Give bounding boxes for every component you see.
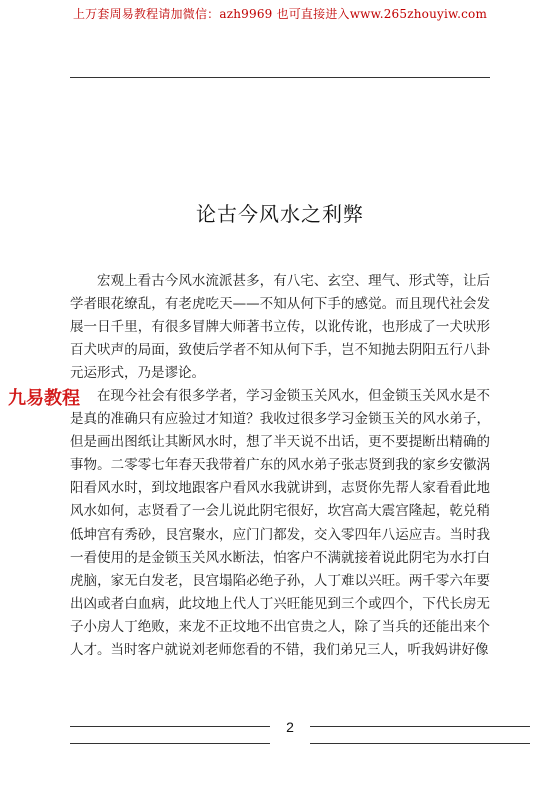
footer-rule-right-bottom — [310, 743, 530, 744]
footer-rule-right-top — [310, 726, 530, 727]
page-number: 2 — [286, 719, 294, 735]
footer-rule-left-top — [70, 726, 270, 727]
body-paragraph-1: 宏观上看古今风水流派甚多，有八宅、玄空、理气、形式等，让后学者眼花缭乱，有老虎吃天——不知从何下手的感觉。而且现代社会发展一日千里，有很多冒牌大师著书立传，以讹传讹，也形成了一犬吠形百犬吠声的局面，致使后学者不知从何下手，岂不知抛去阴阳五行八卦元运形式，乃是谬论。 — [70, 273, 490, 382]
footer-rule-left-bottom — [70, 743, 270, 744]
header-rule — [70, 77, 490, 78]
watermark-label: 九易教程 — [6, 383, 82, 411]
body-paragraph-2: 在现今社会有很多学者，学习金锁玉关风水，但金锁玉关风水是不是真的准确只有应验过才知道？我收过很多学习金锁玉关的风水弟子，但是画出图纸让其断风水时，想了半天说不出话，更不要提断出精确的事物。二零零七年春天我带着广东的风水弟子张志贤到我的家乡安徽涡阳看风水时，到坟地跟客户看风水我就讲到，志贤你先帮人家看看此地风水如何，志贤看了一会儿说此阴宅很好，坎宫高大震宫隆起，乾兑稍低坤宫有秀砂，艮宫聚水，应门门都发，交入零四年八运应吉。当时我一看使用的是金锁玉关风水断法，怕客户不满就接着说此阴宅为水打白虎脑，家无白发老，艮宫塌陷必绝子孙，人丁难以兴旺。两千零六年要出凶或者白血病，此坟地上代人丁兴旺能见到三个或四个，下代长房无子小房人丁绝败，来龙不正坟地不出官贵之人，除了当兵的还能出来个人才。当时客户就说刘老师您看的不错，我们弟兄三人，听我妈讲好像 — [70, 388, 490, 659]
promo-header: 上万套周易教程请加微信：azh9969 也可直接进入www.265zhouyiw.com — [72, 7, 488, 21]
document-title: 论古今风水之利弊 — [196, 202, 364, 226]
